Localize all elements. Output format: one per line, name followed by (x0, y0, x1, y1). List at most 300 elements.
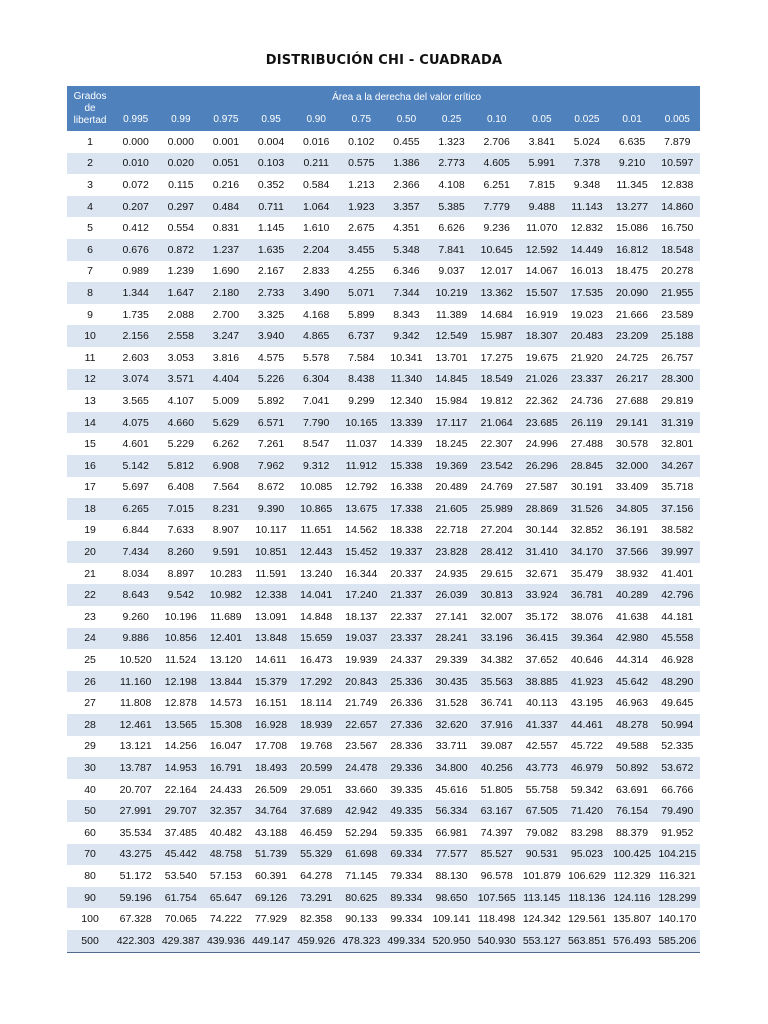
critical-value-cell: 2.700 (203, 304, 248, 326)
critical-value-cell: 5.071 (339, 282, 384, 304)
critical-value-cell: 140.170 (655, 908, 700, 930)
critical-value-cell: 5.348 (384, 239, 429, 261)
table-row (67, 174, 700, 196)
critical-value-cell: 5.024 (564, 131, 609, 153)
table-row (67, 908, 700, 930)
critical-value-cell: 12.338 (249, 584, 294, 606)
critical-value-cell: 13.675 (339, 498, 384, 520)
critical-value-cell: 128.299 (655, 887, 700, 909)
critical-value-cell: 10.865 (294, 498, 339, 520)
critical-value-cell: 0.051 (203, 153, 248, 175)
critical-value-cell: 1.145 (249, 217, 294, 239)
critical-value-cell: 429.387 (158, 930, 203, 952)
critical-value-cell: 1.386 (384, 153, 429, 175)
critical-value-cell: 90.531 (519, 844, 564, 866)
critical-value-cell: 28.412 (474, 541, 519, 563)
critical-value-cell: 11.340 (384, 369, 429, 391)
critical-value-cell: 34.382 (474, 649, 519, 671)
critical-value-cell: 57.153 (203, 865, 248, 887)
chi-square-table (67, 86, 700, 953)
critical-value-cell: 0.103 (249, 153, 294, 175)
critical-value-cell: 32.671 (519, 563, 564, 585)
critical-value-cell: 0.584 (294, 174, 339, 196)
df-cell: 30 (67, 757, 113, 779)
critical-value-cell: 33.711 (429, 736, 474, 758)
critical-value-cell: 104.215 (655, 844, 700, 866)
critical-value-cell: 83.298 (564, 822, 609, 844)
df-cell: 27 (67, 692, 113, 714)
critical-value-cell: 25.989 (474, 498, 519, 520)
critical-value-cell: 28.300 (655, 369, 700, 391)
critical-value-cell: 18.307 (519, 325, 564, 347)
critical-value-cell: 26.509 (249, 779, 294, 801)
alpha-header-cell: 0.50 (384, 108, 429, 131)
critical-value-cell: 116.321 (655, 865, 700, 887)
critical-value-cell: 7.879 (655, 131, 700, 153)
critical-value-cell: 26.757 (655, 347, 700, 369)
critical-value-cell: 3.816 (203, 347, 248, 369)
critical-value-cell: 135.807 (610, 908, 655, 930)
df-cell: 25 (67, 649, 113, 671)
critical-value-cell: 14.848 (294, 606, 339, 628)
critical-value-cell: 10.196 (158, 606, 203, 628)
critical-value-cell: 0.711 (249, 196, 294, 218)
df-cell: 14 (67, 412, 113, 434)
table-row (67, 692, 700, 714)
critical-value-cell: 16.812 (610, 239, 655, 261)
critical-value-cell: 69.126 (249, 887, 294, 909)
alpha-header-cell: 0.01 (610, 108, 655, 131)
critical-value-cell: 12.792 (339, 477, 384, 499)
critical-value-cell: 37.689 (294, 800, 339, 822)
critical-value-cell: 40.289 (610, 584, 655, 606)
critical-value-cell: 106.629 (564, 865, 609, 887)
critical-value-cell: 12.017 (474, 261, 519, 283)
critical-value-cell: 13.339 (384, 412, 429, 434)
critical-value-cell: 18.338 (384, 520, 429, 542)
critical-value-cell: 19.023 (564, 304, 609, 326)
alpha-header-cell: 0.25 (429, 108, 474, 131)
df-cell: 9 (67, 304, 113, 326)
critical-value-cell: 51.172 (113, 865, 158, 887)
table-row (67, 261, 700, 283)
critical-value-cell: 39.997 (655, 541, 700, 563)
critical-value-cell: 9.210 (610, 153, 655, 175)
critical-value-cell: 7.633 (158, 520, 203, 542)
critical-value-cell: 27.141 (429, 606, 474, 628)
critical-value-cell: 12.443 (294, 541, 339, 563)
critical-value-cell: 3.074 (113, 369, 158, 391)
critical-value-cell: 5.226 (249, 369, 294, 391)
critical-value-cell: 18.549 (474, 369, 519, 391)
critical-value-cell: 10.117 (249, 520, 294, 542)
critical-value-cell: 36.781 (564, 584, 609, 606)
critical-value-cell: 71.145 (339, 865, 384, 887)
critical-value-cell: 4.075 (113, 412, 158, 434)
critical-value-cell: 74.397 (474, 822, 519, 844)
critical-value-cell: 18.114 (294, 692, 339, 714)
critical-value-cell: 3.841 (519, 131, 564, 153)
critical-value-cell: 24.725 (610, 347, 655, 369)
critical-value-cell: 18.475 (610, 261, 655, 283)
critical-value-cell: 10.597 (655, 153, 700, 175)
df-cell: 8 (67, 282, 113, 304)
critical-value-cell: 63.167 (474, 800, 519, 822)
critical-value-cell: 7.344 (384, 282, 429, 304)
critical-value-cell: 129.561 (564, 908, 609, 930)
critical-value-cell: 22.362 (519, 390, 564, 412)
critical-value-cell: 40.113 (519, 692, 564, 714)
df-header (67, 86, 113, 131)
alpha-header-cell: 0.10 (474, 108, 519, 131)
critical-value-cell: 1.647 (158, 282, 203, 304)
table-row (67, 131, 700, 153)
critical-value-cell: 36.191 (610, 520, 655, 542)
critical-value-cell: 15.984 (429, 390, 474, 412)
critical-value-cell: 36.741 (474, 692, 519, 714)
critical-value-cell: 55.758 (519, 779, 564, 801)
table-header (67, 86, 700, 131)
critical-value-cell: 3.940 (249, 325, 294, 347)
critical-value-cell: 53.672 (655, 757, 700, 779)
critical-value-cell: 0.412 (113, 217, 158, 239)
critical-value-cell: 17.275 (474, 347, 519, 369)
critical-value-cell: 1.213 (339, 174, 384, 196)
critical-value-cell: 2.167 (249, 261, 294, 283)
critical-value-cell: 16.928 (249, 714, 294, 736)
critical-value-cell: 7.434 (113, 541, 158, 563)
critical-value-cell: 13.701 (429, 347, 474, 369)
critical-value-cell: 11.389 (429, 304, 474, 326)
critical-value-cell: 1.635 (249, 239, 294, 261)
critical-value-cell: 8.343 (384, 304, 429, 326)
critical-value-cell: 73.291 (294, 887, 339, 909)
table-row (67, 930, 700, 952)
table-row (67, 671, 700, 693)
critical-value-cell: 21.666 (610, 304, 655, 326)
critical-value-cell: 74.222 (203, 908, 248, 930)
critical-value-cell: 95.023 (564, 844, 609, 866)
critical-value-cell: 82.358 (294, 908, 339, 930)
table-row (67, 822, 700, 844)
df-cell: 80 (67, 865, 113, 887)
critical-value-cell: 3.571 (158, 369, 203, 391)
critical-value-cell: 23.337 (384, 628, 429, 650)
critical-value-cell: 553.127 (519, 930, 564, 952)
critical-value-cell: 77.577 (429, 844, 474, 866)
critical-value-cell: 9.312 (294, 455, 339, 477)
critical-value-cell: 29.339 (429, 649, 474, 671)
critical-value-cell: 10.283 (203, 563, 248, 585)
critical-value-cell: 13.091 (249, 606, 294, 628)
critical-value-cell: 0.297 (158, 196, 203, 218)
df-cell: 100 (67, 908, 113, 930)
critical-value-cell: 3.455 (339, 239, 384, 261)
critical-value-cell: 23.542 (474, 455, 519, 477)
critical-value-cell: 43.275 (113, 844, 158, 866)
df-cell: 1 (67, 131, 113, 153)
critical-value-cell: 478.323 (339, 930, 384, 952)
critical-value-cell: 4.660 (158, 412, 203, 434)
critical-value-cell: 45.442 (158, 844, 203, 866)
df-cell: 20 (67, 541, 113, 563)
critical-value-cell: 29.051 (294, 779, 339, 801)
critical-value-cell: 1.344 (113, 282, 158, 304)
critical-value-cell: 124.342 (519, 908, 564, 930)
critical-value-cell: 20.090 (610, 282, 655, 304)
critical-value-cell: 11.912 (339, 455, 384, 477)
critical-value-cell: 22.657 (339, 714, 384, 736)
df-cell: 17 (67, 477, 113, 499)
df-cell: 10 (67, 325, 113, 347)
alpha-header-cell: 0.005 (655, 108, 700, 131)
critical-value-cell: 42.557 (519, 736, 564, 758)
critical-value-cell: 14.573 (203, 692, 248, 714)
df-cell: 12 (67, 369, 113, 391)
critical-value-cell: 30.435 (429, 671, 474, 693)
critical-value-cell: 13.787 (113, 757, 158, 779)
critical-value-cell: 21.026 (519, 369, 564, 391)
table-row (67, 498, 700, 520)
critical-value-cell: 14.041 (294, 584, 339, 606)
critical-value-cell: 7.779 (474, 196, 519, 218)
critical-value-cell: 43.195 (564, 692, 609, 714)
critical-value-cell: 96.578 (474, 865, 519, 887)
critical-value-cell: 29.707 (158, 800, 203, 822)
critical-value-cell: 79.082 (519, 822, 564, 844)
critical-value-cell: 11.808 (113, 692, 158, 714)
critical-value-cell: 20.337 (384, 563, 429, 585)
critical-value-cell: 16.919 (519, 304, 564, 326)
critical-value-cell: 2.156 (113, 325, 158, 347)
critical-value-cell: 33.409 (610, 477, 655, 499)
critical-value-cell: 2.088 (158, 304, 203, 326)
table-row (67, 196, 700, 218)
critical-value-cell: 9.037 (429, 261, 474, 283)
critical-value-cell: 6.262 (203, 433, 248, 455)
critical-value-cell: 1.064 (294, 196, 339, 218)
critical-value-cell: 38.932 (610, 563, 655, 585)
critical-value-cell: 27.688 (610, 390, 655, 412)
critical-value-cell: 7.261 (249, 433, 294, 455)
critical-value-cell: 10.085 (294, 477, 339, 499)
critical-value-cell: 21.337 (384, 584, 429, 606)
critical-value-cell: 60.391 (249, 865, 294, 887)
df-cell: 19 (67, 520, 113, 542)
critical-value-cell: 5.142 (113, 455, 158, 477)
critical-value-cell: 37.566 (610, 541, 655, 563)
critical-value-cell: 1.735 (113, 304, 158, 326)
critical-value-cell: 9.299 (339, 390, 384, 412)
alpha-header-cell: 0.75 (339, 108, 384, 131)
table-row (67, 239, 700, 261)
critical-value-cell: 24.337 (384, 649, 429, 671)
df-cell: 28 (67, 714, 113, 736)
critical-value-cell: 5.009 (203, 390, 248, 412)
critical-value-cell: 23.589 (655, 304, 700, 326)
critical-value-cell: 101.879 (519, 865, 564, 887)
critical-value-cell: 20.483 (564, 325, 609, 347)
df-cell: 500 (67, 930, 113, 952)
critical-value-cell: 55.329 (294, 844, 339, 866)
critical-value-cell: 31.410 (519, 541, 564, 563)
critical-value-cell: 49.588 (610, 736, 655, 758)
critical-value-cell: 6.304 (294, 369, 339, 391)
critical-value-cell: 42.796 (655, 584, 700, 606)
df-cell: 4 (67, 196, 113, 218)
critical-value-cell: 22.718 (429, 520, 474, 542)
critical-value-cell: 44.181 (655, 606, 700, 628)
critical-value-cell: 16.473 (294, 649, 339, 671)
critical-value-cell: 14.684 (474, 304, 519, 326)
critical-value-cell: 45.722 (564, 736, 609, 758)
critical-value-cell: 16.151 (249, 692, 294, 714)
critical-value-cell: 14.256 (158, 736, 203, 758)
critical-value-cell: 11.651 (294, 520, 339, 542)
critical-value-cell: 11.143 (564, 196, 609, 218)
critical-value-cell: 0.072 (113, 174, 158, 196)
critical-value-cell: 576.493 (610, 930, 655, 952)
df-cell: 90 (67, 887, 113, 909)
critical-value-cell: 16.013 (564, 261, 609, 283)
critical-value-cell: 20.489 (429, 477, 474, 499)
critical-value-cell: 23.209 (610, 325, 655, 347)
critical-value-cell: 22.307 (474, 433, 519, 455)
critical-value-cell: 37.156 (655, 498, 700, 520)
df-cell: 5 (67, 217, 113, 239)
critical-value-cell: 29.819 (655, 390, 700, 412)
critical-value-cell: 112.329 (610, 865, 655, 887)
critical-value-cell: 113.145 (519, 887, 564, 909)
critical-value-cell: 30.578 (610, 433, 655, 455)
critical-value-cell: 25.188 (655, 325, 700, 347)
critical-value-cell: 19.337 (384, 541, 429, 563)
critical-value-cell: 4.107 (158, 390, 203, 412)
critical-value-cell: 31.526 (564, 498, 609, 520)
critical-value-cell: 46.928 (655, 649, 700, 671)
critical-value-cell: 88.130 (429, 865, 474, 887)
page-title: DISTRIBUCIÓN CHI - CUADRADA (265, 53, 503, 68)
table-row (67, 800, 700, 822)
critical-value-cell: 7.790 (294, 412, 339, 434)
critical-value-cell: 12.401 (203, 628, 248, 650)
chi-square-table-container (67, 86, 700, 953)
critical-value-cell: 19.369 (429, 455, 474, 477)
critical-value-cell: 18.137 (339, 606, 384, 628)
critical-value-cell: 3.565 (113, 390, 158, 412)
critical-value-cell: 13.848 (249, 628, 294, 650)
critical-value-cell: 11.345 (610, 174, 655, 196)
critical-value-cell: 2.204 (294, 239, 339, 261)
critical-value-cell: 66.766 (655, 779, 700, 801)
critical-value-cell: 3.325 (249, 304, 294, 326)
alpha-header-cell: 0.995 (113, 108, 158, 131)
alpha-header-cell: 0.025 (564, 108, 609, 131)
critical-value-cell: 1.239 (158, 261, 203, 283)
table-row (67, 520, 700, 542)
df-cell: 3 (67, 174, 113, 196)
critical-value-cell: 5.385 (429, 196, 474, 218)
critical-value-cell: 1.923 (339, 196, 384, 218)
critical-value-cell: 28.241 (429, 628, 474, 650)
df-header-line: libertad (73, 114, 107, 126)
critical-value-cell: 26.296 (519, 455, 564, 477)
critical-value-cell: 23.337 (564, 369, 609, 391)
table-row (67, 887, 700, 909)
critical-value-cell: 33.924 (519, 584, 564, 606)
critical-value-cell: 13.844 (203, 671, 248, 693)
critical-value-cell: 449.147 (249, 930, 294, 952)
table-row (67, 390, 700, 412)
critical-value-cell: 85.527 (474, 844, 519, 866)
critical-value-cell: 12.461 (113, 714, 158, 736)
critical-value-cell: 100.425 (610, 844, 655, 866)
table-row (67, 477, 700, 499)
critical-value-cell: 37.652 (519, 649, 564, 671)
critical-value-cell: 45.616 (429, 779, 474, 801)
critical-value-cell: 1.610 (294, 217, 339, 239)
critical-value-cell: 19.037 (339, 628, 384, 650)
critical-value-cell: 39.335 (384, 779, 429, 801)
critical-value-cell: 24.935 (429, 563, 474, 585)
critical-value-cell: 90.133 (339, 908, 384, 930)
critical-value-cell: 21.749 (339, 692, 384, 714)
critical-value-cell: 2.366 (384, 174, 429, 196)
critical-value-cell: 563.851 (564, 930, 609, 952)
critical-value-cell: 0.016 (294, 131, 339, 153)
critical-value-cell: 0.831 (203, 217, 248, 239)
critical-value-cell: 10.219 (429, 282, 474, 304)
critical-value-cell: 13.277 (610, 196, 655, 218)
critical-value-cell: 18.548 (655, 239, 700, 261)
critical-value-cell: 15.507 (519, 282, 564, 304)
critical-value-cell: 24.769 (474, 477, 519, 499)
table-row (67, 153, 700, 175)
critical-value-cell: 26.336 (384, 692, 429, 714)
table-row (67, 844, 700, 866)
df-header-line: Grados (73, 90, 107, 102)
alpha-header-cell: 0.99 (158, 108, 203, 131)
critical-value-cell: 12.838 (655, 174, 700, 196)
critical-value-cell: 49.645 (655, 692, 700, 714)
critical-value-cell: 28.869 (519, 498, 564, 520)
critical-value-cell: 14.611 (249, 649, 294, 671)
critical-value-cell: 44.314 (610, 649, 655, 671)
critical-value-cell: 7.564 (203, 477, 248, 499)
critical-value-cell: 0.000 (113, 131, 158, 153)
critical-value-cell: 42.980 (610, 628, 655, 650)
critical-value-cell: 118.498 (474, 908, 519, 930)
critical-value-cell: 9.348 (564, 174, 609, 196)
critical-value-cell: 50.994 (655, 714, 700, 736)
critical-value-cell: 4.575 (249, 347, 294, 369)
critical-value-cell: 24.433 (203, 779, 248, 801)
critical-value-cell: 0.575 (339, 153, 384, 175)
critical-value-cell: 16.344 (339, 563, 384, 585)
table-row (67, 347, 700, 369)
critical-value-cell: 80.625 (339, 887, 384, 909)
critical-value-cell: 38.582 (655, 520, 700, 542)
critical-value-cell: 9.390 (249, 498, 294, 520)
critical-value-cell: 5.697 (113, 477, 158, 499)
table-row (67, 433, 700, 455)
df-cell: 40 (67, 779, 113, 801)
df-cell: 16 (67, 455, 113, 477)
table-row (67, 865, 700, 887)
critical-value-cell: 8.034 (113, 563, 158, 585)
critical-value-cell: 43.188 (249, 822, 294, 844)
critical-value-cell: 32.852 (564, 520, 609, 542)
